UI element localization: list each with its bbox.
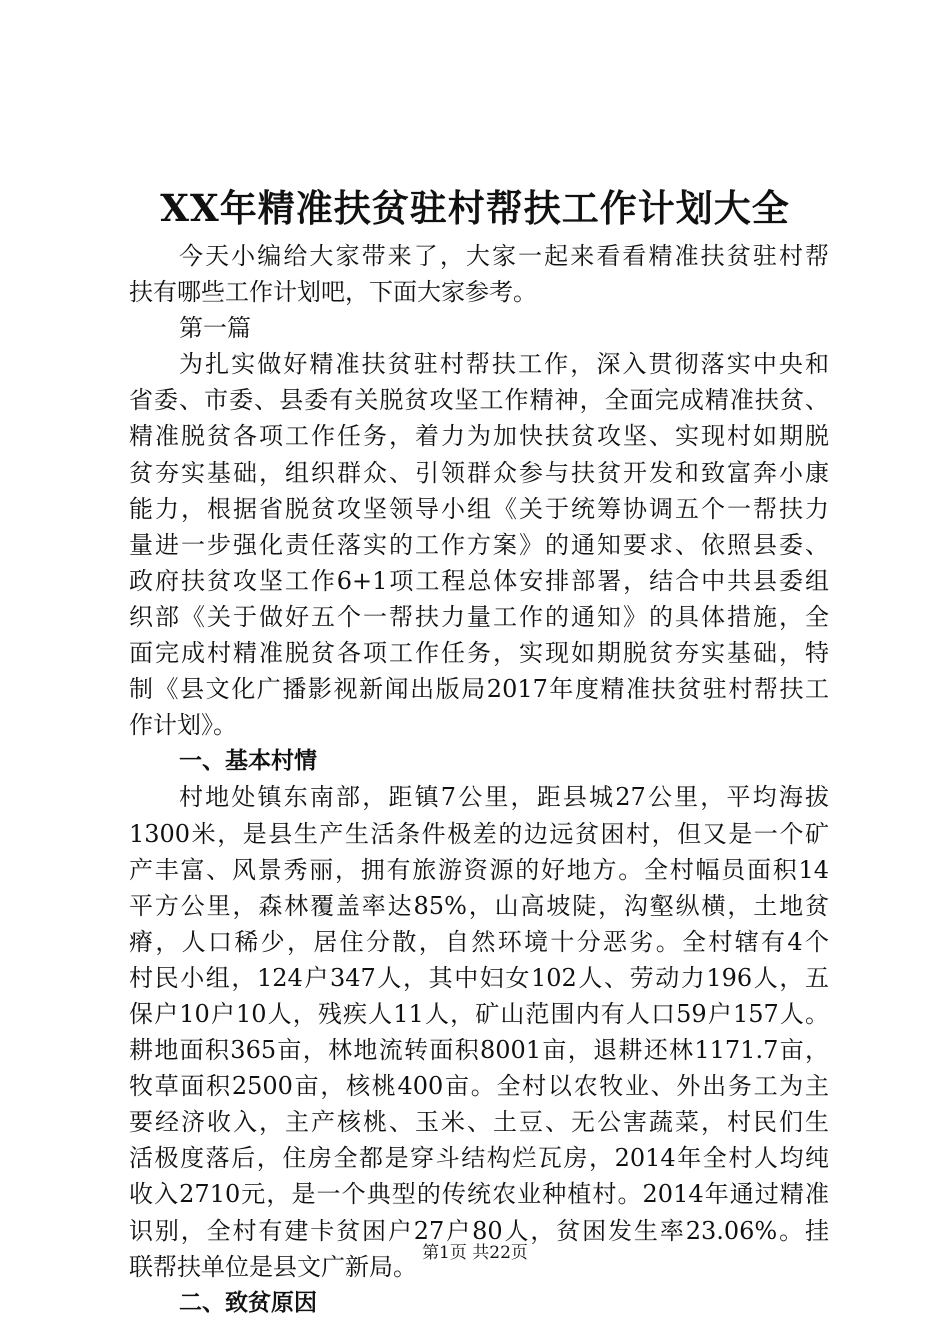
- paragraph-line: 1300米，是县生产生活条件极差的边远贫困村，但又是一个矿: [129, 819, 829, 848]
- section-heading: 二、致贫原因: [179, 1289, 317, 1316]
- paragraph-line: 村地处镇东南部，距镇7公里，距县城27公里，平均海拔: [179, 783, 829, 812]
- paragraph-line: 联帮扶单位是县文广新局。: [129, 1252, 417, 1281]
- page-footer: 第1页 共22页: [422, 1243, 528, 1263]
- paragraph-line: 面完成村精准脱贫各项工作任务，实现如期脱贫夯实基础，特: [129, 639, 829, 668]
- document-title: XX年精准扶贫驻村帮扶工作计划大全: [160, 186, 790, 230]
- document-body: [129, 238, 829, 1321]
- intro-line: 今天小编给大家带来了，大家一起来看看精准扶贫驻村帮: [179, 242, 829, 270]
- paragraph-line: 识别，全村有建卡贫困户27户80人，贫困发生率23.06%。挂: [129, 1216, 829, 1245]
- paragraph-line: 政府扶贫攻坚工作6+1项工程总体安排部署，结合中共县委组: [129, 566, 829, 595]
- paragraph-line: 省委、市委、县委有关脱贫攻坚工作精神，全面完成精准扶贫、: [129, 386, 829, 415]
- section-label: 第一篇: [179, 314, 251, 343]
- paragraph-line: 贫夯实基础，组织群众、引领群众参与扶贫开发和致富奔小康: [129, 458, 829, 487]
- paragraph-line: 产丰富、风景秀丽，拥有旅游资源的好地方。全村幅员面积14: [129, 855, 829, 884]
- paragraph-line: 牧草面积2500亩，核桃400亩。全村以农牧业、外出务工为主: [129, 1072, 829, 1101]
- section-heading: 一、基本村情: [179, 748, 317, 775]
- paragraph-line: 为扎实做好精准扶贫驻村帮扶工作，深入贯彻落实中央和: [179, 350, 829, 379]
- paragraph-line: 活极度落后，住房全都是穿斗结构烂瓦房，2014年全村人均纯: [129, 1144, 829, 1173]
- paragraph-line: 织部《关于做好五个一帮扶力量工作的通知》的具体措施，全: [129, 602, 829, 631]
- paragraph-line: 瘠，人口稀少，居住分散，自然环境十分恶劣。全村辖有4个: [129, 927, 829, 956]
- paragraph-line: 收入2710元，是一个典型的传统农业种植村。2014年通过精准: [129, 1180, 829, 1209]
- paragraph-line: 制《县文化广播影视新闻出版局2017年度精准扶贫驻村帮扶工: [129, 675, 829, 704]
- paragraph-line: 要经济收入，主产核桃、玉米、土豆、无公害蔬菜，村民们生: [129, 1108, 829, 1137]
- paragraph-line: 村民小组，124户347人，其中妇女102人、劳动力196人，五: [129, 963, 829, 992]
- paragraph-line: 耕地面积365亩，林地流转面积8001亩，退耕还林1171.7亩，: [129, 1036, 829, 1065]
- intro-line: 扶有哪些工作计划吧，下面大家参考。: [129, 278, 537, 307]
- paragraph-line: 保户10户10人，残疾人11人，矿山范围内有人口59户157人。: [129, 999, 829, 1028]
- paragraph-line: 平方公里，森林覆盖率达85%，山高坡陡，沟壑纵横，土地贫: [129, 891, 829, 920]
- paragraph-line: 作计划》。: [129, 711, 237, 740]
- paragraph-line: 精准脱贫各项工作任务，着力为加快扶贫攻坚、实现村如期脱: [129, 422, 829, 451]
- paragraph-line: 量进一步强化责任落实的工作方案》的通知要求、依照县委、: [129, 530, 829, 559]
- paragraph-line: 能力，根据省脱贫攻坚领导小组《关于统筹协调五个一帮扶力: [129, 494, 829, 523]
